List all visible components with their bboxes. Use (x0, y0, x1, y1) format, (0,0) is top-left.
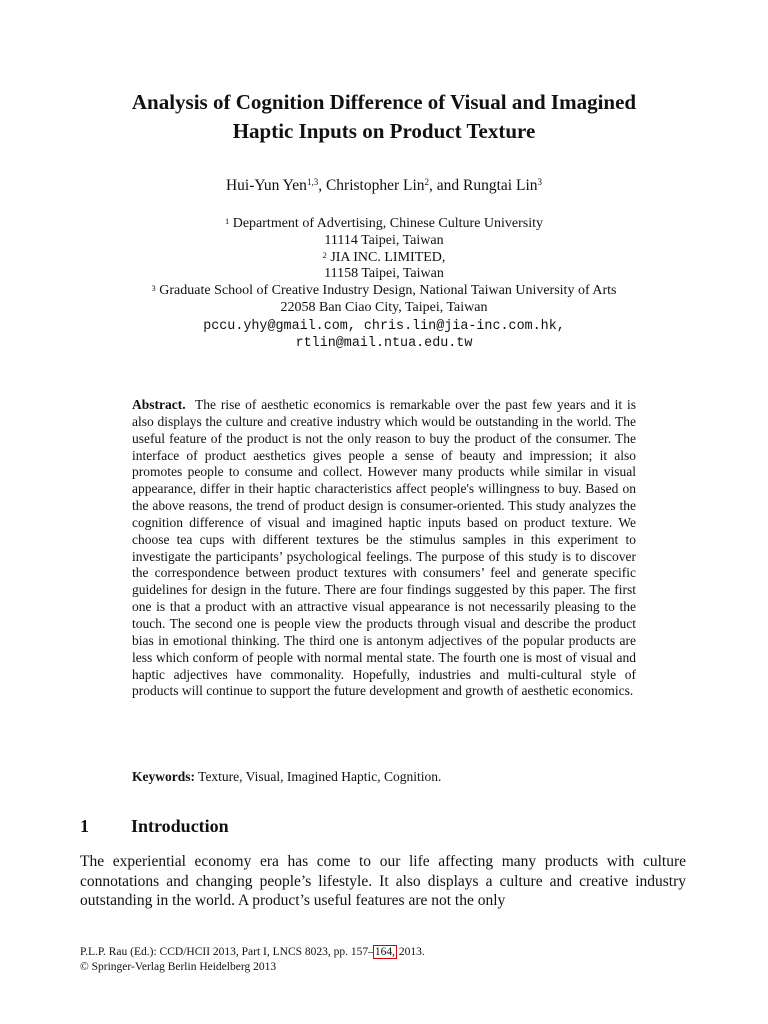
affiliation-line: 11158 Taipei, Taiwan (324, 266, 444, 282)
email-line: pccu.yhy@gmail.com, chris.lin@jia-inc.com.hk, (203, 319, 565, 334)
author-affiliation-marker: 2 (424, 177, 430, 187)
citation-text: 2013. (396, 946, 425, 958)
intro-paragraph: The experiential economy era has come to our life affecting many products with culture connotations and changing people’s lifestyle. It also displays a culture and creative industry outstanding in the world. A product’s useful features are not the only (80, 853, 686, 909)
author-name: , Christopher Lin (318, 177, 425, 194)
title-line-1: Analysis of Cognition Difference of Visual and Imagined (131, 90, 637, 114)
affiliation-text: Graduate School of Creative Industry Design, National Taiwan University of Arts (155, 283, 617, 299)
affiliation-line: 11114 Taipei, Taiwan (324, 232, 444, 248)
section-title: Introduction (131, 816, 229, 836)
affiliation-marker: 3 (151, 283, 156, 294)
author-affiliation-marker: 1,3 (306, 177, 319, 187)
affiliation-line (60, 283, 708, 300)
keywords-heading: Keywords: (132, 769, 195, 784)
author-list (60, 176, 708, 196)
page-link[interactable]: 164, (374, 946, 396, 958)
paper-title (60, 88, 708, 146)
affiliation-line (60, 250, 708, 267)
section-heading (80, 815, 680, 837)
affiliations (60, 216, 708, 317)
affiliation-marker: 2 (322, 249, 327, 260)
abstract-heading: Abstract. (132, 397, 186, 412)
citation-footer (80, 945, 700, 975)
section-number: 1 (80, 816, 89, 836)
citation-text: P.L.P. Rau (Ed.): CCD/HCII 2013, Part I, LNCS 8023, pp. 157– (80, 946, 374, 958)
affiliation-line: 22058 Ban Ciao City, Taipei, Taiwan (280, 299, 488, 315)
author-affiliation-marker: 3 (537, 177, 543, 187)
affiliation-marker: 1 (224, 216, 230, 226)
abstract-text: The rise of aesthetic economics is remarkable over the past few years and it is also displays the culture and creative industry which would be outstanding in the world. The useful feature of the product is not the only reason to buy the product of the consumer. The interface of product aesthetics gives people a sense of beauty and impression; it also promotes people to consume and collect. However many products while similar in visual appearance, differ in their haptic characteristics affect people's willingness to buy. Based on the above reasons, the trend of product design is consumer-oriented. This study analyzes the cognition difference of visual and imagined haptic inputs based on product texture. We choose tea cups with different textures be the stimulus samples in this experiment to investigate the participants’ psychological feelings. The purpose of this study is to discover the correspondence between product textures with consumers’ feel and generate specific guidelines for design in the future. There are four findings suggested by this paper. The first one is that a product with an attractive visual appearance is not necessarily pleasing to the touch. The second one is people view the products through visual and describe the product bias in emotional thinking. The third one is antonym adjectives of the popular products are less which conform of people with normal mental state. The fourth one is most of visual and haptic adjectives have commonality. Hopefully, industries and multi-cultural style of products will continue to support the future development and growth of aesthetic economics. (132, 397, 636, 699)
keywords (132, 768, 636, 785)
citation-line (80, 945, 700, 960)
author-emails (60, 318, 708, 352)
keywords-text: Texture, Visual, Imagined Haptic, Cognition. (198, 769, 442, 784)
email-line: rtlin@mail.ntua.edu.tw (295, 336, 473, 351)
affiliation-text: Department of Advertising, Chinese Culture University (229, 216, 544, 231)
affiliation-line (60, 216, 708, 233)
author-name: Hui-Yun Yen (225, 177, 307, 194)
affiliation-text: JIA INC. LIMITED, (326, 249, 446, 265)
abstract (132, 397, 636, 700)
author-name: , and Rungtai Lin (429, 177, 538, 194)
title-line-2: Haptic Inputs on Product Texture (232, 119, 536, 143)
copyright-line: © Springer-Verlag Berlin Heidelberg 2013 (80, 961, 277, 973)
